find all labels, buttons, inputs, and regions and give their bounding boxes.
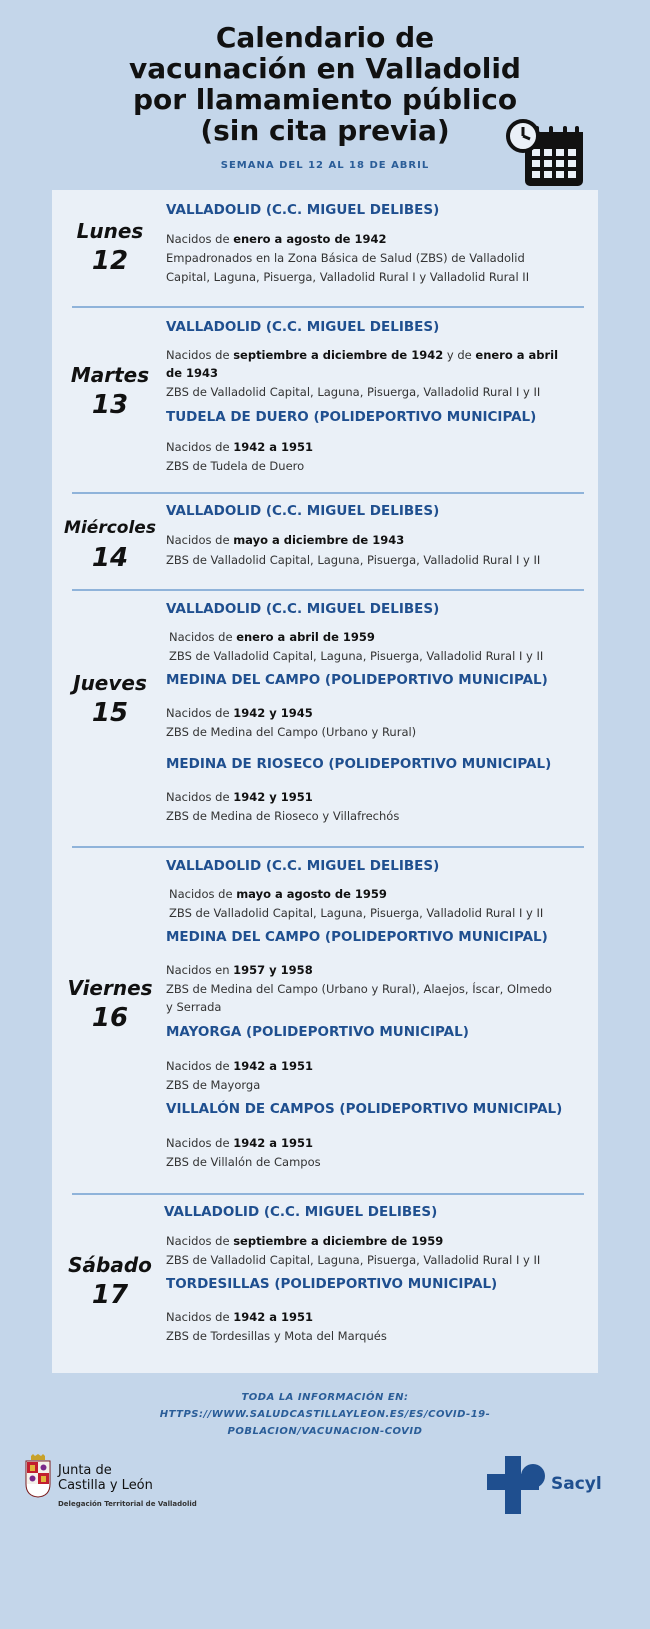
venue-line: Nacidos en 1957 y 1958: [166, 963, 313, 977]
venue-line: de 1943: [166, 366, 219, 380]
coat-of-arms-icon: [22, 1454, 54, 1498]
venue-line: Nacidos de 1942 a 1951: [166, 440, 313, 454]
day-name: Martes: [70, 363, 150, 387]
jcyl-delegation: Delegación Territorial de Valladolid: [58, 1500, 197, 1508]
venue-line: ZBS de Medina de Rioseco y Villafrechós: [166, 809, 400, 823]
jcyl-logo: [22, 1454, 232, 1514]
venue-line: y Serrada: [166, 1000, 222, 1014]
venue-title: VALLADOLID (C.C. MIGUEL DELIBES): [166, 601, 440, 617]
venue-title: VALLADOLID (C.C. MIGUEL DELIBES): [164, 1204, 438, 1220]
day-name: Viernes: [67, 976, 153, 1000]
info-link[interactable]: HTTPS://WWW.SALUDCASTILLAYLEON.ES/ES/COVID-19- POBLACION/VACUNACION-COVID: [159, 1409, 491, 1437]
title-line-2: vacunación en Valladolid: [129, 52, 521, 85]
venue-line: Nacidos de mayo a agosto de 1959: [169, 887, 387, 901]
title-line-4: (sin cita previa): [200, 114, 450, 147]
venue-line: Nacidos de mayo a diciembre de 1943: [166, 533, 405, 547]
venue-title: MEDINA DEL CAMPO (POLIDEPORTIVO MUNICIPAL): [166, 672, 548, 688]
day-label: [52, 1252, 168, 1312]
week-subtitle: SEMANA DEL 12 AL 18 DE ABRIL: [220, 160, 430, 171]
info-block: [0, 1389, 650, 1440]
venue-line: ZBS de Tudela de Duero: [166, 459, 305, 473]
day-name: Miércoles: [64, 518, 156, 538]
venue-line: Nacidos de 1942 a 1951: [166, 1136, 313, 1150]
day-date: 17: [91, 1280, 129, 1310]
venue-title: VALLADOLID (C.C. MIGUEL DELIBES): [166, 319, 440, 335]
day-label: [52, 362, 168, 422]
venue-title: VALLADOLID (C.C. MIGUEL DELIBES): [166, 858, 440, 874]
sacyl-logo: [487, 1456, 622, 1516]
venue-line: Nacidos de 1942 y 1951: [166, 790, 313, 804]
day-date: 16: [91, 1003, 129, 1033]
jcyl-name: Junta de Castilla y León: [58, 1463, 153, 1493]
venue-title: TUDELA DE DUERO (POLIDEPORTIVO MUNICIPAL): [166, 409, 537, 425]
day-label: [52, 218, 168, 278]
venue-line: Empadronados en la Zona Básica de Salud (ZBS) de Valladolid: [166, 251, 525, 265]
venue-title: MAYORGA (POLIDEPORTIVO MUNICIPAL): [166, 1024, 469, 1040]
day-date: 14: [91, 543, 129, 573]
venue-line: Nacidos de 1942 a 1951: [166, 1310, 313, 1324]
venue-line: Nacidos de septiembre a diciembre de 1959: [166, 1234, 444, 1248]
venue-line: ZBS de Medina del Campo (Urbano y Rural), Alaejos, Íscar, Olmedo: [166, 982, 552, 996]
day-label: [52, 975, 168, 1035]
venue-title: VALLADOLID (C.C. MIGUEL DELIBES): [166, 202, 440, 218]
schedule-panel: [52, 190, 598, 1373]
day-name: Jueves: [73, 671, 147, 695]
separator: [72, 1193, 584, 1195]
venue-line: ZBS de Valladolid Capital, Laguna, Pisuerga, Valladolid Rural I y II: [166, 553, 541, 567]
venue-line: Nacidos de enero a abril de 1959: [169, 630, 375, 644]
venue-line: ZBS de Villalón de Campos: [166, 1155, 321, 1169]
calendar-clock-icon: [505, 118, 587, 190]
venue-line: ZBS de Valladolid Capital, Laguna, Pisuerga, Valladolid Rural I y II: [169, 649, 544, 663]
day-name: Sábado: [68, 1253, 152, 1277]
separator: [72, 306, 584, 308]
venue-title: MEDINA DEL CAMPO (POLIDEPORTIVO MUNICIPAL): [166, 929, 548, 945]
venue-title: MEDINA DE RIOSECO (POLIDEPORTIVO MUNICIPAL): [166, 756, 552, 772]
venue-line: ZBS de Tordesillas y Mota del Marqués: [166, 1329, 387, 1343]
info-label: TODA LA INFORMACIÓN EN:: [241, 1392, 409, 1403]
venue-line: Nacidos de 1942 y 1945: [166, 706, 313, 720]
separator: [72, 589, 584, 591]
venue-line: Nacidos de 1942 a 1951: [166, 1059, 313, 1073]
venue-line: Nacidos de enero a agosto de 1942: [166, 232, 387, 246]
venue-title: VILLALÓN DE CAMPOS (POLIDEPORTIVO MUNICIPAL): [166, 1101, 563, 1117]
venue-line: Nacidos de septiembre a diciembre de 1942 y de enero a abril: [166, 348, 559, 362]
venue-line: ZBS de Mayorga: [166, 1078, 261, 1092]
venue-line: ZBS de Medina del Campo (Urbano y Rural): [166, 725, 417, 739]
separator: [72, 846, 584, 848]
day-name: Lunes: [76, 219, 144, 243]
venue-line: ZBS de Valladolid Capital, Laguna, Pisuerga, Valladolid Rural I y II: [166, 1253, 541, 1267]
title-line-1: Calendario de: [215, 21, 435, 54]
sacyl-cross-icon: [487, 1456, 549, 1514]
venue-title: VALLADOLID (C.C. MIGUEL DELIBES): [166, 503, 440, 519]
day-label: [52, 515, 168, 575]
day-date: 15: [91, 698, 129, 728]
day-date: 13: [91, 390, 129, 420]
venue-title: TORDESILLAS (POLIDEPORTIVO MUNICIPAL): [166, 1276, 498, 1292]
day-label: [52, 670, 168, 730]
title-line-3: por llamamiento público: [132, 83, 518, 116]
venue-line: Capital, Laguna, Pisuerga, Valladolid Rural I y Valladolid Rural II: [166, 270, 530, 284]
venue-line: ZBS de Valladolid Capital, Laguna, Pisuerga, Valladolid Rural I y II: [169, 906, 544, 920]
separator: [72, 492, 584, 494]
sacyl-name: Sacyl: [551, 1474, 602, 1494]
day-date: 12: [91, 246, 129, 276]
venue-line: ZBS de Valladolid Capital, Laguna, Pisuerga, Valladolid Rural I y II: [166, 385, 541, 399]
